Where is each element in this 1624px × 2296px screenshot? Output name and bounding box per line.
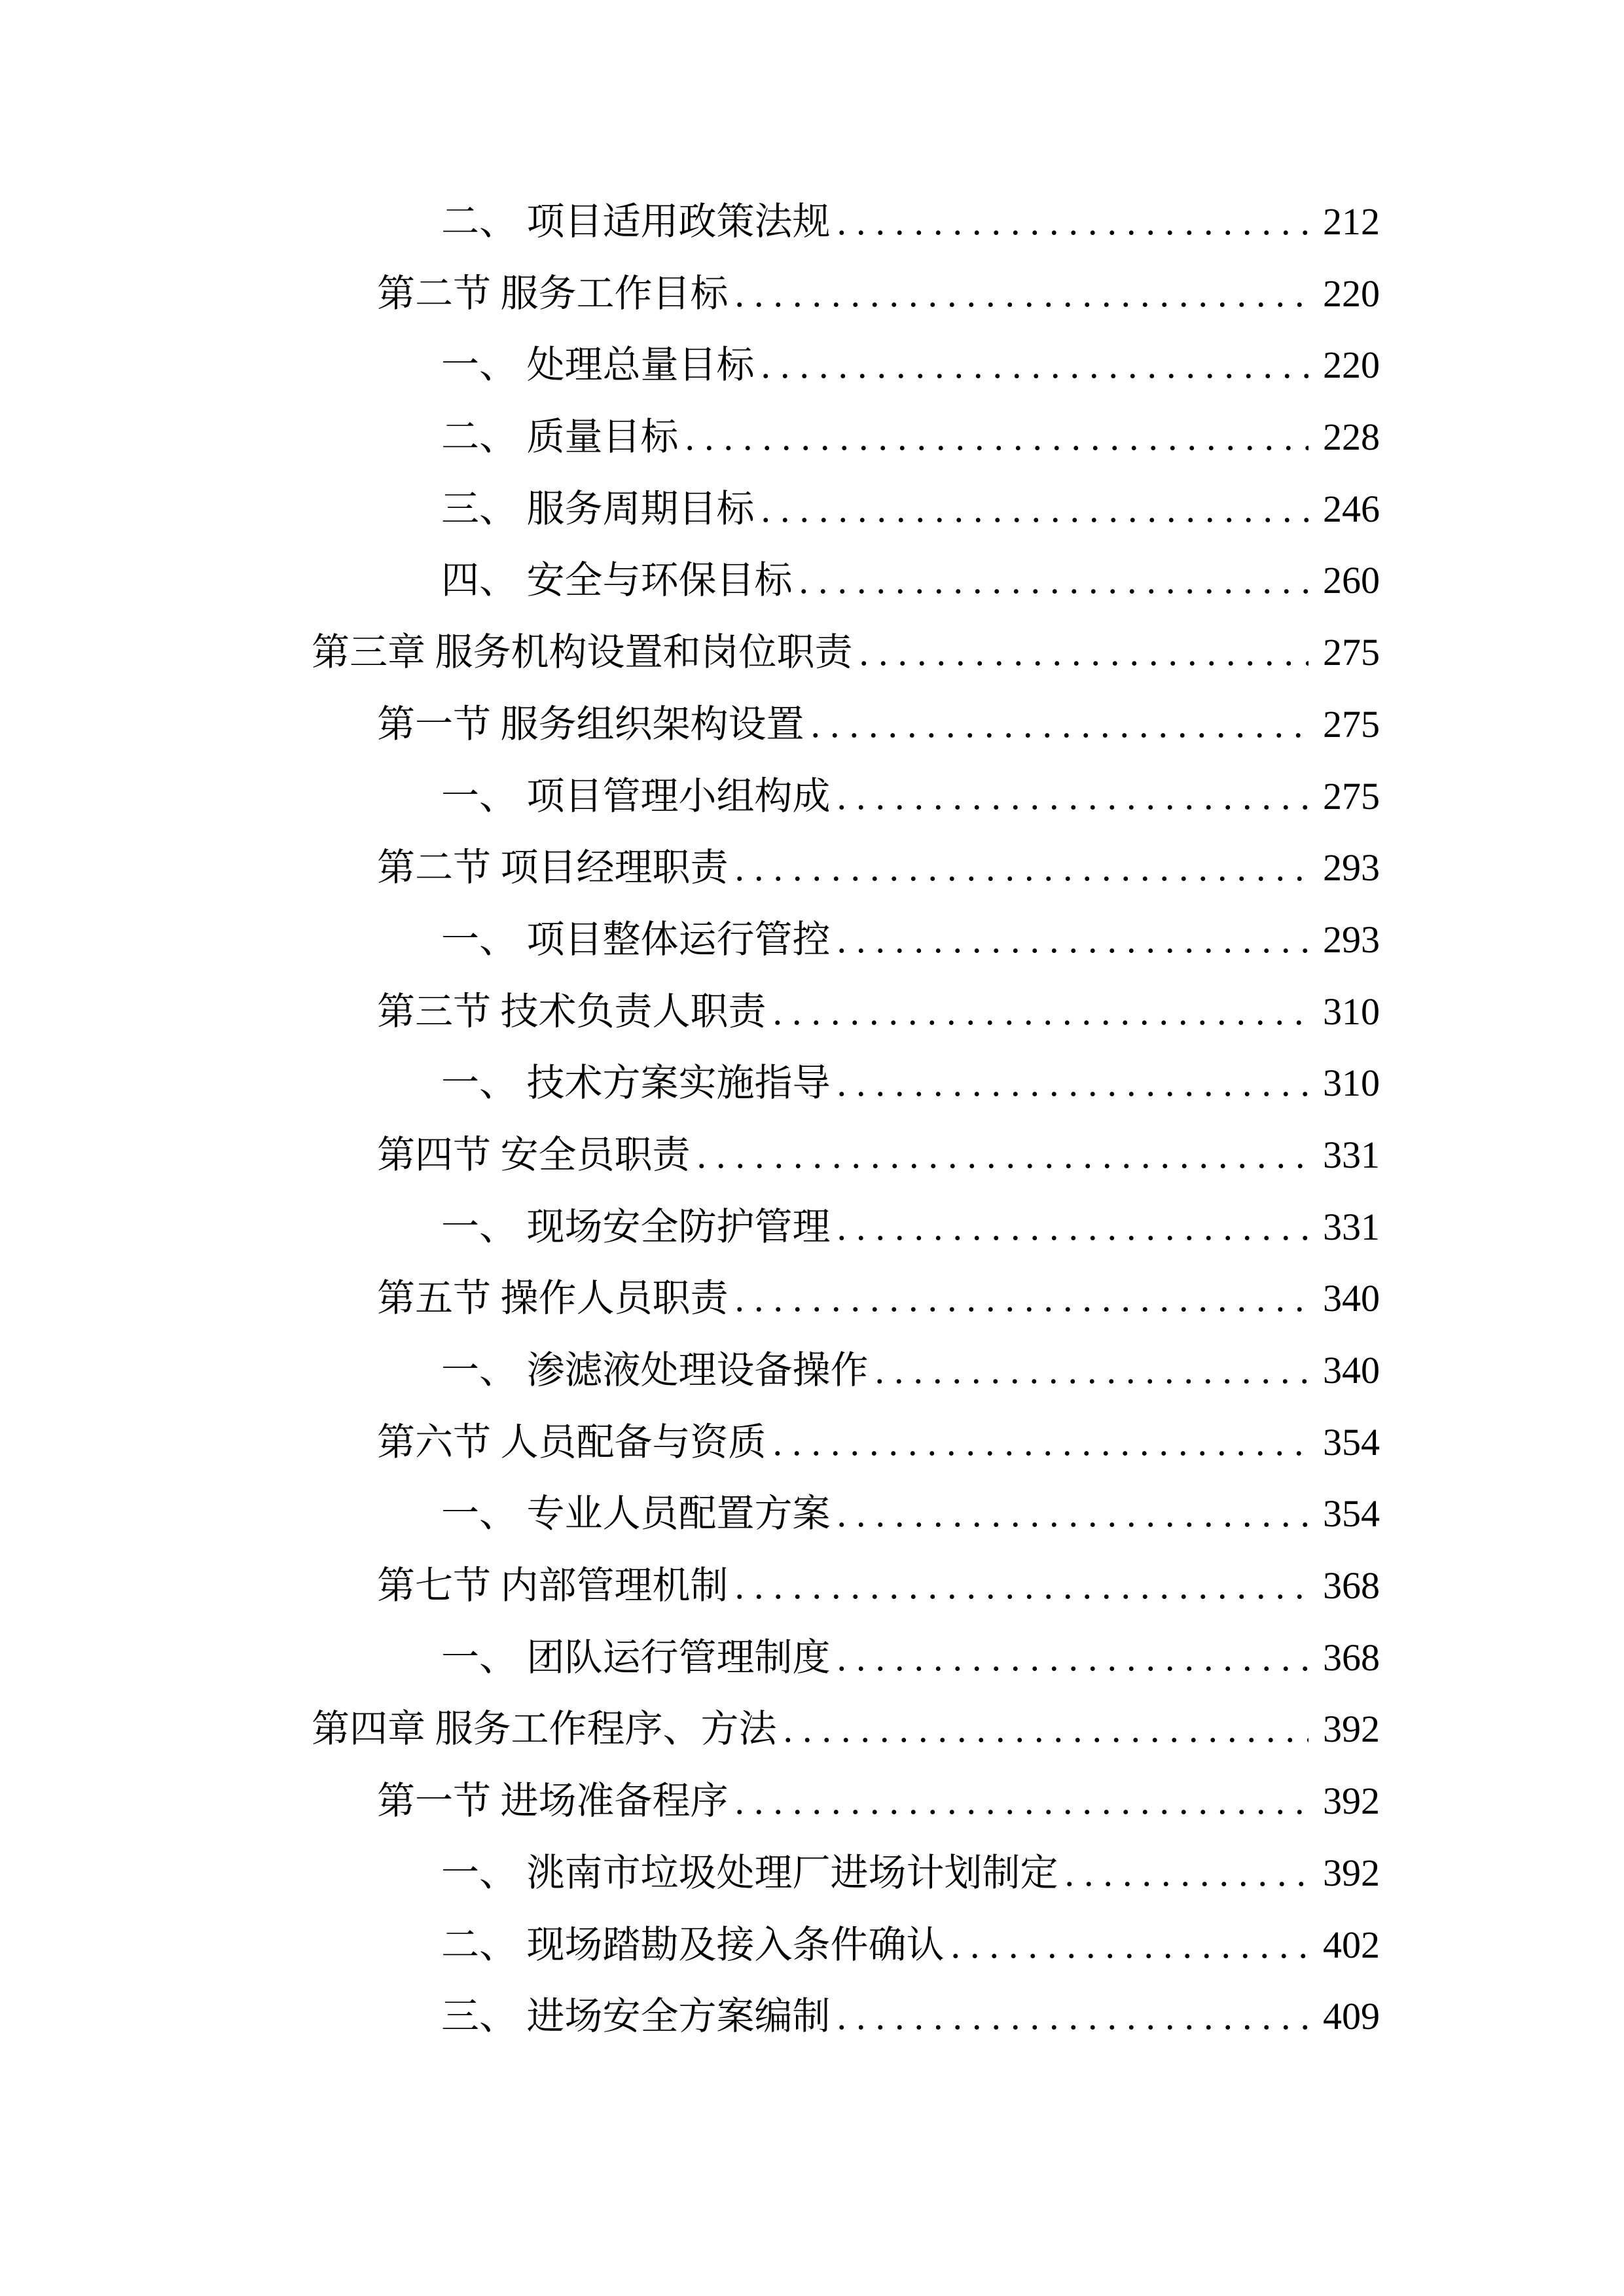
toc-entry-page-number: 246 [1323,487,1380,530]
toc-entry-page-number: 340 [1323,1349,1380,1391]
toc-entry [0,329,1624,401]
toc-entry [0,617,1624,689]
toc-entry [0,1119,1624,1191]
toc-entry-page-number: 293 [1323,918,1380,961]
toc-entry-page-number: 275 [1323,774,1380,817]
toc-entry-page-number: 354 [1323,1420,1380,1463]
dot-leader [837,186,1308,258]
toc-entry-label: 二、 现场踏勘及接入条件确认 [441,1923,945,1966]
dot-leader [735,1550,1308,1622]
toc-entry-label: 第三节 技术负责人职责 [377,990,767,1033]
toc-entry-label: 四、 安全与环保目标 [441,559,793,602]
toc-entry-label: 二、 质量目标 [441,416,679,459]
dot-leader [837,1478,1308,1550]
toc-entry [0,1622,1624,1694]
toc-entry-label: 一、 专业人员配置方案 [441,1492,831,1535]
toc-entry-page-number: 310 [1323,990,1380,1033]
toc-entry-page-number: 340 [1323,1277,1380,1320]
table-of-contents [0,186,1624,2053]
toc-entry [0,904,1624,976]
toc-entry-label: 第七节 内部管理机制 [377,1564,729,1607]
dot-leader [837,1981,1308,2053]
dot-leader [859,617,1308,689]
toc-entry [0,1693,1624,1765]
toc-entry-page-number: 409 [1323,1995,1380,2038]
toc-entry [0,1047,1624,1119]
toc-entry-page-number: 220 [1323,272,1380,315]
toc-entry [0,689,1624,761]
toc-entry-page-number: 275 [1323,702,1380,745]
dot-leader [837,1047,1308,1119]
toc-entry-page-number: 212 [1323,200,1380,243]
toc-entry-page-number: 260 [1323,559,1380,602]
toc-entry-label: 一、 处理总量目标 [441,344,755,387]
dot-leader [837,1622,1308,1694]
toc-entry-label: 第五节 操作人员职责 [377,1277,729,1320]
dot-leader [761,473,1308,545]
toc-entry-label: 三、 进场安全方案编制 [441,1995,831,2038]
toc-entry [0,1765,1624,1837]
dot-leader [837,904,1308,976]
dot-leader [735,1263,1308,1335]
toc-entry-label: 第二节 服务工作目标 [377,272,729,315]
toc-entry-label: 三、 服务周期目标 [441,487,755,530]
toc-entry-page-number: 354 [1323,1492,1380,1535]
toc-entry [0,1263,1624,1335]
dot-leader [811,689,1308,761]
toc-entry-page-number: 331 [1323,1205,1380,1248]
toc-entry [0,545,1624,617]
dot-leader [837,1191,1308,1263]
toc-entry-page-number: 310 [1323,1062,1380,1105]
toc-entry [0,1837,1624,1909]
toc-entry [0,1909,1624,1981]
toc-entry [0,401,1624,473]
toc-entry-label: 一、 洮南市垃圾处理厂进场计划制定 [441,1851,1058,1894]
toc-entry-label: 第二节 项目经理职责 [377,846,729,889]
dot-leader [735,258,1308,330]
toc-entry-label: 一、 项目整体运行管控 [441,918,831,961]
toc-entry-label: 一、 现场安全防护管理 [441,1205,831,1248]
toc-entry-page-number: 402 [1323,1923,1380,1966]
dot-leader [773,1407,1308,1479]
toc-entry [0,186,1624,258]
toc-entry-page-number: 392 [1323,1780,1380,1823]
dot-leader [685,401,1308,473]
toc-entry-label: 第一节 进场准备程序 [377,1780,729,1823]
dot-leader [951,1909,1308,1981]
toc-entry-label: 二、 项目适用政策法规 [441,200,831,243]
toc-entry [0,1550,1624,1622]
toc-entry-page-number: 228 [1323,416,1380,459]
toc-entry [0,258,1624,330]
dot-leader [735,832,1308,904]
toc-entry [0,1478,1624,1550]
toc-entry-label: 一、 技术方案实施指导 [441,1062,831,1105]
dot-leader [697,1119,1308,1191]
dot-leader [761,329,1308,401]
toc-entry-label: 第三章 服务机构设置和岗位职责 [312,631,853,674]
toc-entry-label: 第六节 人员配备与资质 [377,1420,767,1463]
toc-entry [0,832,1624,904]
dot-leader [784,1693,1308,1765]
dot-leader [735,1765,1308,1837]
dot-leader [875,1335,1308,1407]
toc-entry-label: 第四章 服务工作程序、方法 [312,1708,777,1751]
toc-entry [0,1335,1624,1407]
dot-leader [773,976,1308,1048]
toc-entry [0,1191,1624,1263]
toc-entry-label: 一、 渗滤液处理设备操作 [441,1349,869,1391]
toc-entry-page-number: 293 [1323,846,1380,889]
toc-entry [0,1981,1624,2053]
toc-entry [0,976,1624,1048]
toc-entry-label: 一、 项目管理小组构成 [441,774,831,817]
toc-entry [0,761,1624,833]
dot-leader [837,761,1308,833]
dot-leader [1065,1837,1308,1909]
toc-entry-page-number: 392 [1323,1708,1380,1751]
toc-entry-page-number: 275 [1323,631,1380,674]
toc-entry-page-number: 368 [1323,1564,1380,1607]
toc-entry [0,1407,1624,1479]
toc-entry-page-number: 368 [1323,1636,1380,1679]
toc-entry-page-number: 331 [1323,1133,1380,1176]
toc-entry-label: 第四节 安全员职责 [377,1133,691,1176]
toc-entry-page-number: 392 [1323,1851,1380,1894]
toc-entry-label: 一、 团队运行管理制度 [441,1636,831,1679]
dot-leader [799,545,1308,617]
toc-entry-label: 第一节 服务组织架构设置 [377,702,804,745]
toc-entry [0,473,1624,545]
toc-entry-page-number: 220 [1323,344,1380,387]
